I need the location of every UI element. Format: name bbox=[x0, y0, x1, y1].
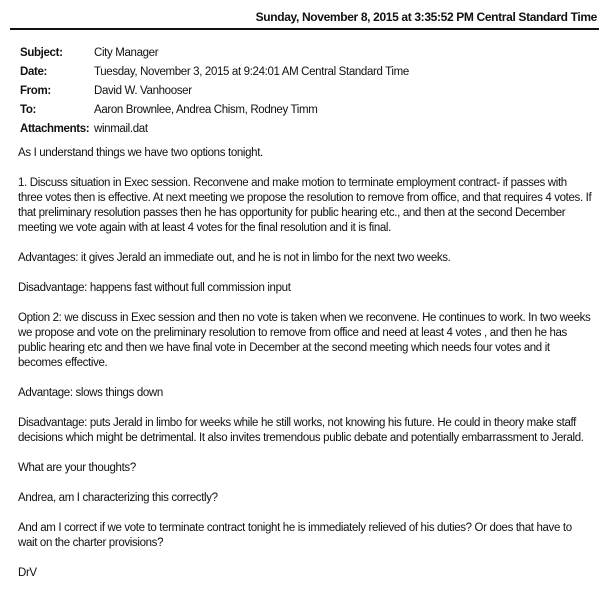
body-paragraph: Advantage: slows things down bbox=[18, 387, 163, 399]
body-paragraph: Option 2: we discuss in Exec session and then no vote is taken when we reconvene. He continues to work. In two weeks we propose and vote on the preliminary resolution to remove from office and need at least 4 votes , and then he has public hearing etc and then we have final vote in December at the second meeting which needs four votes and it becomes effective. bbox=[18, 312, 591, 369]
header-label: Subject: bbox=[20, 47, 63, 59]
signature: DrV bbox=[18, 567, 37, 579]
header-value: David W. Vanhooser bbox=[94, 85, 192, 97]
header-divider bbox=[10, 28, 599, 30]
header-value: City Manager bbox=[94, 47, 159, 59]
body-paragraph: As I understand things we have two options tonight. bbox=[18, 147, 263, 159]
header-subject bbox=[20, 44, 409, 63]
body-paragraph: Disadvantage: puts Jerald in limbo for weeks while he still works, not knowing his future. He could in theory make staff decisions which might be detrimental. It also invites tremendous public debate and potentially embarrassment to Jerald. bbox=[18, 417, 584, 444]
header-label: Date: bbox=[20, 66, 48, 78]
header-label: To: bbox=[20, 104, 36, 116]
header-value: Aaron Brownlee, Andrea Chism, Rodney Timm bbox=[94, 104, 318, 116]
body-paragraph: And am I correct if we vote to terminate contract tonight he is immediately relieved of his duties? Or does that have to wait on the charter provisions? bbox=[18, 522, 572, 549]
printed-timestamp: Sunday, November 8, 2015 at 3:35:52 PM Central Standard Time bbox=[255, 10, 597, 24]
header-label: From: bbox=[20, 85, 51, 97]
email-headers bbox=[20, 44, 409, 139]
body-paragraph: What are your thoughts? bbox=[18, 462, 136, 474]
header-label: Attachments: bbox=[20, 123, 90, 135]
body-paragraph: Andrea, am I characterizing this correctly? bbox=[18, 492, 218, 504]
header-date bbox=[20, 63, 409, 82]
header-value: Tuesday, November 3, 2015 at 9:24:01 AM Central Standard Time bbox=[94, 66, 409, 78]
attachment-link[interactable]: winmail.dat bbox=[94, 123, 148, 135]
body-paragraph: Disadvantage: happens fast without full commission input bbox=[18, 282, 291, 294]
header-to bbox=[20, 101, 409, 120]
body-paragraph: 1. Discuss situation in Exec session. Reconvene and make motion to terminate employment contract- if passes with three votes then is effective. At next meeting we propose the resolution to remove from office, and that requires 4 votes. If that preliminary resolution passes then he has opportunity for public hearing etc., and then at the second December meeting we vote again with at least 4 votes for the final resolution and it is final. bbox=[18, 177, 592, 234]
header-attachments bbox=[20, 120, 409, 139]
header-from bbox=[20, 82, 409, 101]
body-paragraph: Advantages: it gives Jerald an immediate out, and he is not in limbo for the next two weeks. bbox=[18, 252, 451, 264]
email-body bbox=[18, 146, 593, 596]
